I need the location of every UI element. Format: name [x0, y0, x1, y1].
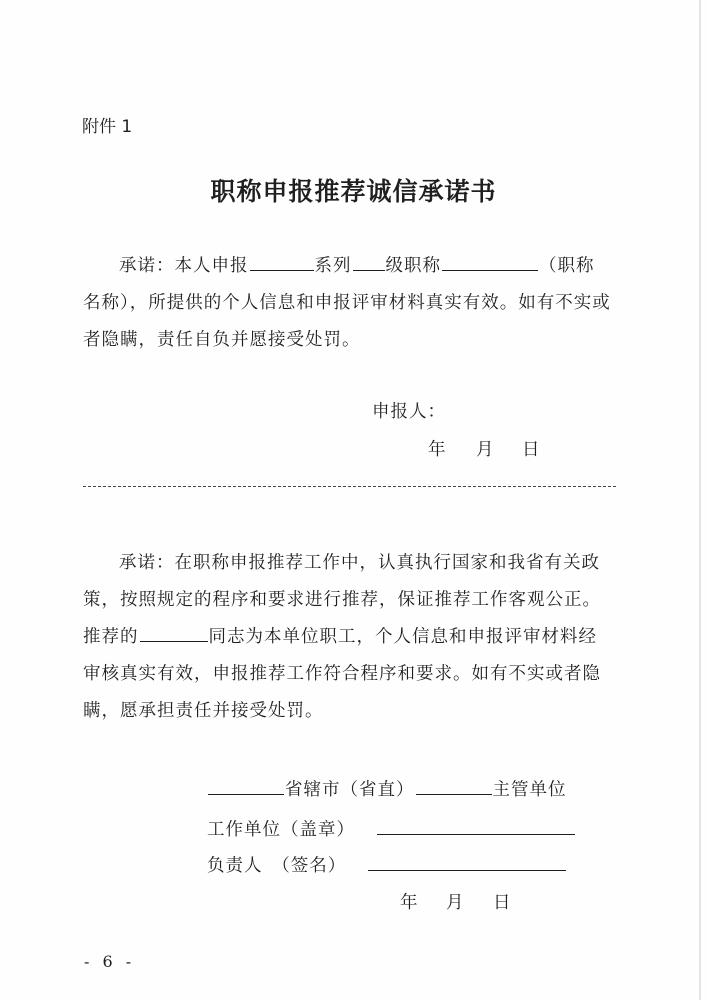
s2-date-year: 年: [400, 893, 419, 913]
s2-line3: [83, 623, 597, 648]
s2-line2: 策，按照规定的程序和要求进行推荐，保证推荐工作客观公正。: [83, 590, 601, 610]
sign-line-person: [207, 852, 567, 877]
s1-date-day: 日: [522, 440, 541, 460]
dept-label: 主管单位: [492, 780, 567, 800]
attachment-label: 附件 1: [82, 117, 133, 137]
s1-date-year: 年: [428, 440, 447, 460]
s1-text-b: 系列: [314, 256, 352, 276]
unit-seal-blank[interactable]: [377, 816, 575, 835]
series-blank[interactable]: [250, 252, 314, 271]
s2-line4: 审核真实有效，申报推荐工作符合程序和要求。如有不实或者隐: [83, 664, 601, 684]
s2-date-day: 日: [493, 893, 512, 913]
person-sign-blank[interactable]: [368, 852, 566, 871]
nominee-blank[interactable]: [140, 623, 208, 642]
page-edge: [699, 0, 701, 1000]
unit-label: 工作单位（盖章）: [207, 820, 355, 840]
title-name-blank[interactable]: [442, 252, 538, 271]
level-blank[interactable]: [353, 252, 385, 271]
section-separator: [83, 486, 616, 487]
s1-text-a: 承诺：本人申报: [119, 256, 249, 276]
sign-line-city: [207, 776, 567, 801]
s1-date-month: 月: [476, 440, 495, 460]
city-blank[interactable]: [208, 776, 284, 795]
dept-blank[interactable]: [416, 776, 492, 795]
s1-text-c: 级职称: [385, 256, 441, 276]
document-title: 职称申报推荐诚信承诺书: [210, 177, 497, 206]
s1-line1: [119, 252, 595, 277]
s2-text-a: 推荐的: [83, 627, 139, 647]
sign-line-unit: [207, 816, 576, 841]
s1-line2: 名称），所提供的个人信息和申报评审材料真实有效。如有不实或: [83, 293, 611, 313]
s2-line5: 瞒，愿承担责任并接受处罚。: [83, 701, 324, 721]
city-label: 省辖市（省直）: [285, 780, 415, 800]
s1-text-d: （职称: [539, 256, 595, 276]
s2-line1: 承诺：在职称申报推荐工作中，认真执行国家和我省有关政: [119, 553, 600, 573]
person-label: 负责人 （签名）: [207, 856, 347, 876]
s1-line3: 者隐瞒，责任自负并愿接受处罚。: [83, 330, 361, 350]
s2-date-month: 月: [446, 893, 465, 913]
applicant-label: 申报人：: [372, 402, 446, 422]
s2-text-b: 同志为本单位职工，个人信息和申报评审材料经: [208, 627, 597, 647]
page-number: - 6 -: [84, 952, 136, 971]
